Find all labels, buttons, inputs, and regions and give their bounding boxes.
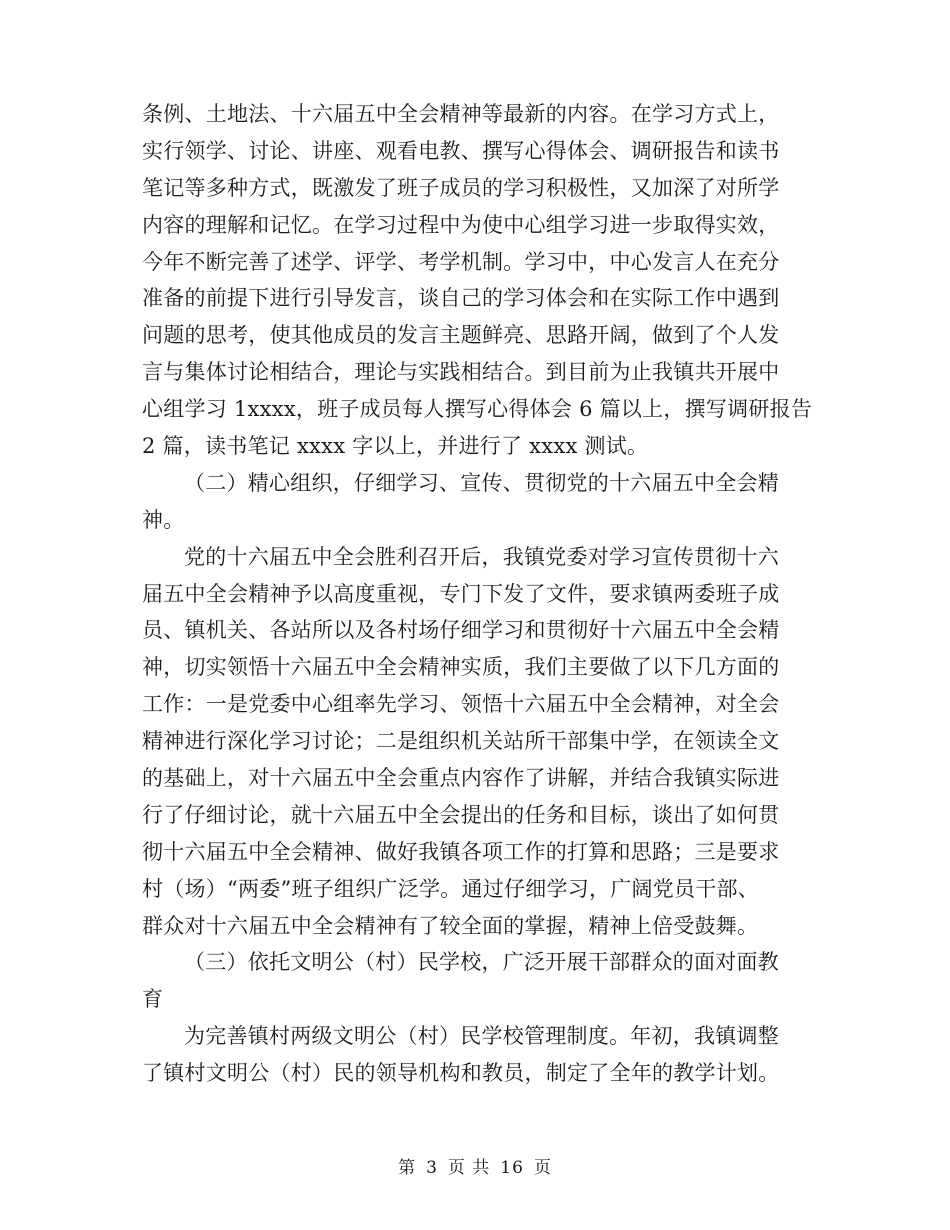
text-line: 内容的理解和记忆。在学习过程中为使中心组学习进一步取得实效， bbox=[142, 212, 780, 237]
text-line: 实行领学、讨论、讲座、观看电教、撰写心得体会、调研报告和读书 bbox=[142, 138, 780, 163]
text-line: 员、镇机关、各站所以及各村场仔细学习和贯彻好十六届五中全会精 bbox=[142, 618, 780, 643]
text-line: 工作：一是党委中心组率先学习、领悟十六届五中全会精神，对全会 bbox=[142, 692, 780, 717]
text-line: 精神进行深化学习讨论；二是组织机关站所干部集中学，在领读全文 bbox=[142, 729, 780, 754]
footer-prefix: 第 bbox=[398, 1158, 417, 1178]
page-number: 3 bbox=[426, 1158, 438, 1178]
text-line: 的基础上，对十六届五中全会重点内容作了讲解，并结合我镇实际进 bbox=[142, 766, 780, 791]
text-line: 问题的思考，使其他成员的发言主题鲜亮、思路开阔，做到了个人发 bbox=[142, 323, 780, 348]
text-line: 心组学习 1xxxx，班子成员每人撰写心得体会 6 篇以上，撰写调研报告 bbox=[142, 397, 813, 422]
text-line: 彻十六届五中全会精神、做好我镇各项工作的打算和思路；三是要求 bbox=[142, 839, 780, 864]
text-line: 笔记等多种方式，既激发了班子成员的学习积极性，又加深了对所学 bbox=[142, 175, 780, 200]
paragraph-start: 党的十六届五中全会胜利召开后，我镇党委对学习宣传贯彻十六 bbox=[184, 544, 779, 569]
text-line: 今年不断完善了述学、评学、考学机制。学习中，中心发言人在充分 bbox=[142, 249, 780, 274]
section-heading-continued: 神。 bbox=[142, 507, 185, 532]
text-line: 届五中全会精神予以高度重视，专门下发了文件，要求镇两委班子成 bbox=[142, 581, 780, 606]
text-line: 神，切实领悟十六届五中全会精神实质，我们主要做了以下几方面的 bbox=[142, 655, 780, 680]
text-line: 2 篇，读书笔记 xxxx 字以上，并进行了 xxxx 测试。 bbox=[142, 434, 649, 459]
page-footer bbox=[0, 1153, 950, 1178]
text-line: 行了仔细讨论，就十六届五中全会提出的任务和目标，谈出了如何贯 bbox=[142, 802, 780, 827]
document-body bbox=[142, 96, 822, 1092]
text-line: 准备的前提下进行引导发言，谈自己的学习体会和在实际工作中遇到 bbox=[142, 286, 780, 311]
text-line: 言与集体讨论相结合，理论与实践相结合。到目前为止我镇共开展中 bbox=[142, 360, 780, 385]
total-pages: 16 bbox=[500, 1158, 524, 1178]
text-line: 了镇村文明公（村）民的领导机构和教员，制定了全年的教学计划。 bbox=[142, 1061, 780, 1086]
section-heading-continued: 育 bbox=[142, 987, 164, 1012]
text-line: 村（场）“两委”班子组织广泛学。通过仔细学习，广阔党员干部、 bbox=[142, 876, 759, 901]
section-heading: （二）精心组织，仔细学习、宣传、贯彻党的十六届五中全会精 bbox=[184, 470, 779, 495]
text-line: 条例、土地法、十六届五中全会精神等最新的内容。在学习方式上， bbox=[142, 102, 780, 126]
footer-middle: 页 共 bbox=[447, 1158, 491, 1178]
footer-suffix: 页 bbox=[533, 1158, 552, 1178]
section-heading: （三）依托文明公（村）民学校，广泛开展干部群众的面对面教 bbox=[184, 950, 779, 975]
text-line: 群众对十六届五中全会精神有了较全面的掌握，精神上倍受鼓舞。 bbox=[142, 913, 759, 938]
paragraph-start: 为完善镇村两级文明公（村）民学校管理制度。年初，我镇调整 bbox=[184, 1024, 779, 1049]
